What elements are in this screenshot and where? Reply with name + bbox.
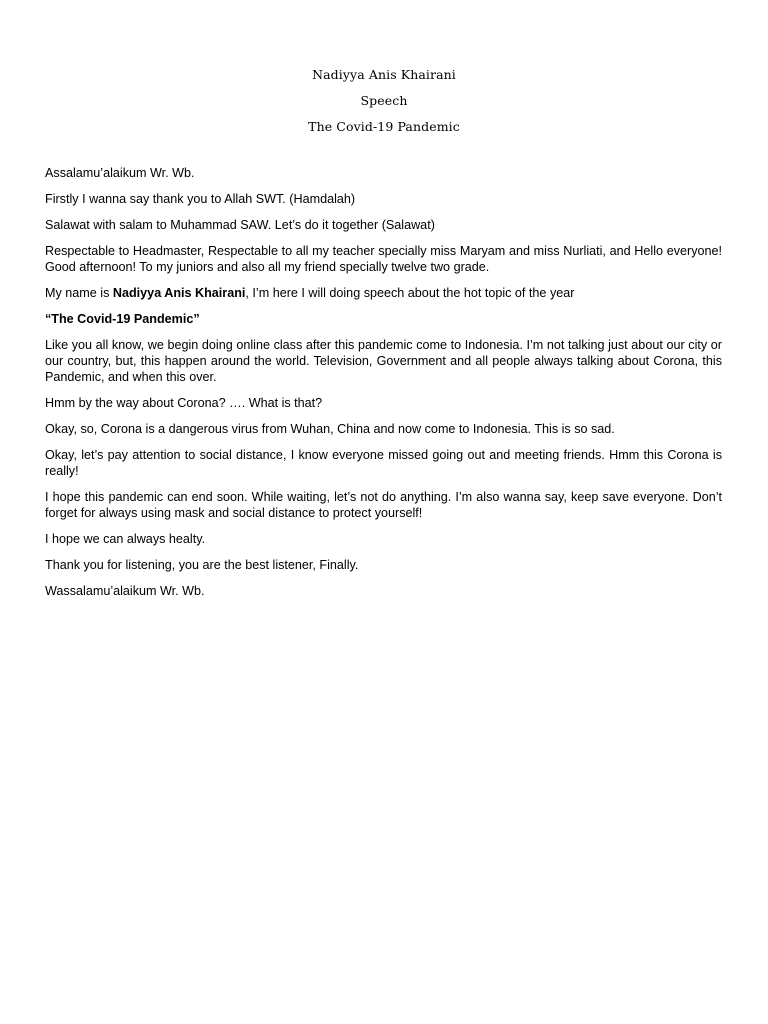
speech-title: The Covid-19 Pandemic [308, 119, 460, 134]
healthy-paragraph: I hope we can always healty. [45, 532, 206, 546]
author-name: Nadiyya Anis Khairani [312, 67, 456, 82]
closing-paragraph: Wassalamu’alaikum Wr. Wb. [45, 584, 205, 598]
speech-body [45, 165, 722, 609]
hope-paragraph: I hope this pandemic can end soon. While waiting, let’s not do anything. I’m also wanna say, keep save everyone. Don’t forget for always using mask and social distance to protect yourself! [45, 490, 722, 520]
intro-prefix: My name is [45, 286, 113, 300]
intro-paragraph [45, 285, 722, 301]
greeting-paragraph: Assalamu’alaikum Wr. Wb. [45, 166, 195, 180]
question-paragraph: Hmm by the way about Corona? …. What is that? [45, 396, 323, 410]
thankyou-paragraph: Thank you for listening, you are the best listener, Finally. [45, 558, 359, 572]
distance-paragraph: Okay, let’s pay attention to social distance, I know everyone missed going out and meeting friends. Hmm this Corona is really! [45, 448, 722, 478]
respect-paragraph: Respectable to Headmaster, Respectable to all my teacher specially miss Maryam and miss Nurliati, and Hello everyone! Good afternoon! To my juniors and also all my friend specially twelve two grade. [45, 244, 722, 274]
online-class-paragraph: Like you all know, we begin doing online class after this pandemic come to Indonesia. I’m not talking just about our city or our country, but, this happen around the world. Television, Government and all people always talking about Corona, this Pandemic, and when this over. [45, 338, 722, 384]
thanks-paragraph: Firstly I wanna say thank you to Allah SWT. (Hamdalah) [45, 192, 356, 206]
salawat-paragraph: Salawat with salam to Muhammad SAW. Let’s do it together (Salawat) [45, 218, 435, 232]
intro-name: Nadiyya Anis Khairani [112, 286, 246, 300]
document-type: Speech [360, 93, 408, 108]
document-header [0, 62, 768, 140]
corona-paragraph: Okay, so, Corona is a dangerous virus from Wuhan, China and now come to Indonesia. This is so sad. [45, 422, 615, 436]
topic-heading: “The Covid-19 Pandemic” [45, 312, 200, 326]
intro-suffix: , I’m here I will doing speech about the hot topic of the year [245, 286, 575, 300]
